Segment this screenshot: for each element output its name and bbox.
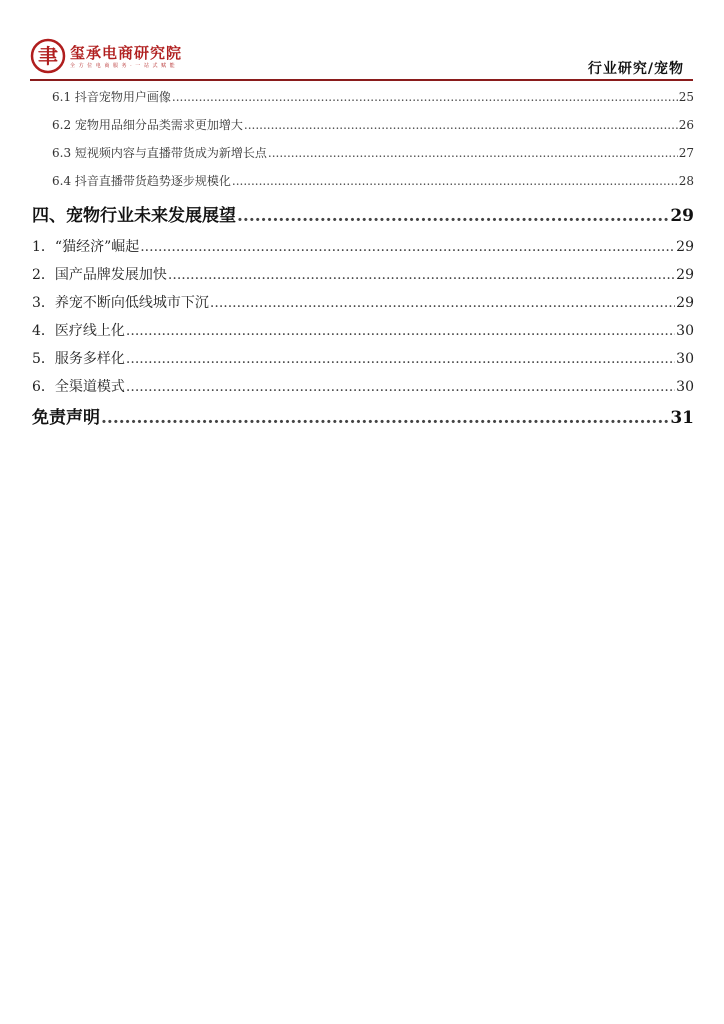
toc-entry[interactable] <box>32 348 694 368</box>
toc-page-number: 26 <box>678 118 694 132</box>
toc-entry[interactable] <box>32 264 694 284</box>
header-rule <box>30 79 693 81</box>
toc-leader-dots <box>126 351 675 367</box>
toc-entry-label: 6.2 宠物用品细分品类需求更加增大 <box>52 118 243 132</box>
toc-entry[interactable] <box>32 376 694 396</box>
toc-page-number: 31 <box>670 408 694 428</box>
toc-entry[interactable] <box>32 236 694 256</box>
toc-entry-label: 2．国产品牌发展加快 <box>32 267 167 283</box>
toc-entry-label: 3．养宠不断向低线城市下沉 <box>32 295 209 311</box>
toc-leader-dots <box>172 90 678 104</box>
toc-page-number: 30 <box>676 351 694 367</box>
toc-chapter-entry[interactable] <box>32 403 694 428</box>
section-label: 行业研究/宠物 <box>587 61 684 77</box>
toc-entry[interactable] <box>52 144 694 161</box>
toc-page-number: 27 <box>678 146 694 160</box>
brand-tagline: 全 方 位 电 商 服 务 · 一 站 式 赋 能 <box>70 63 176 69</box>
toc-leader-dots <box>168 267 675 283</box>
toc-entry-label: 6.1 抖音宠物用户画像 <box>52 90 171 104</box>
toc-entry[interactable] <box>32 292 694 312</box>
toc-leader-dots <box>126 379 675 395</box>
toc-entry-label: 6.3 短视频内容与直播带货成为新增长点 <box>52 146 267 160</box>
toc-page-number: 29 <box>676 295 694 311</box>
toc-entry[interactable] <box>52 116 694 133</box>
toc-entry-label: 1．“猫经济”崛起 <box>32 239 140 255</box>
toc-page-number: 29 <box>676 267 694 283</box>
brand-name: 玺承电商研究院 <box>70 44 183 62</box>
toc-leader-dots <box>232 174 678 188</box>
toc-leader-dots <box>268 146 678 160</box>
toc-entry-label: 四、宠物行业未来发展展望 <box>32 206 236 226</box>
toc-entry-label: 免责声明 <box>32 408 100 428</box>
toc-leader-dots <box>237 206 669 226</box>
logo-glyph: 聿 <box>38 44 58 68</box>
toc-leader-dots <box>244 118 678 132</box>
toc-entry[interactable] <box>52 88 694 105</box>
toc-entry-label: 6.4 抖音直播带货趋势逐步规模化 <box>52 174 231 188</box>
toc-leader-dots <box>140 239 675 255</box>
toc-entry-label: 5．服务多样化 <box>32 351 125 367</box>
toc-page-number: 25 <box>678 90 694 104</box>
toc-leader-dots <box>101 408 669 428</box>
toc-page-number: 29 <box>670 206 694 226</box>
toc-leader-dots <box>210 295 675 311</box>
toc-entry[interactable] <box>52 172 694 189</box>
toc-page-number: 28 <box>678 174 694 188</box>
toc-entry[interactable] <box>32 320 694 340</box>
brand-logo-icon <box>30 38 66 74</box>
toc-page-number: 30 <box>676 379 694 395</box>
toc-leader-dots <box>126 323 675 339</box>
toc-entry-label: 4．医疗线上化 <box>32 323 125 339</box>
toc-page-number: 29 <box>676 239 694 255</box>
page-header <box>0 0 724 82</box>
toc-entry-label: 6．全渠道模式 <box>32 379 125 395</box>
toc-chapter-entry[interactable] <box>32 201 694 226</box>
toc-page-number: 30 <box>676 323 694 339</box>
